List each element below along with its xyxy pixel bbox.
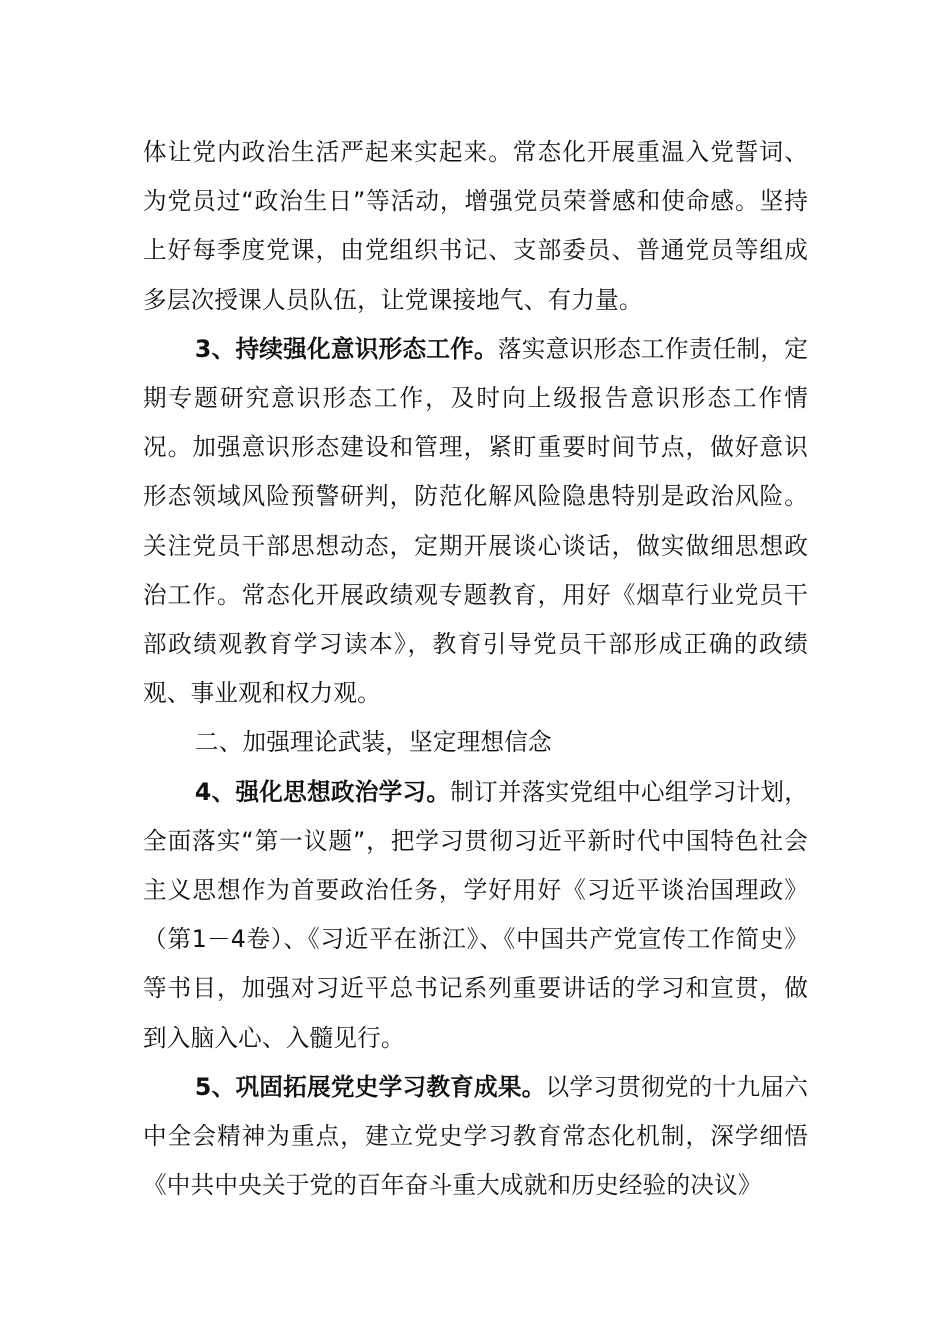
paragraph-text: 落实意识形态工作责任制，定期专题研究意识形态工作，及时向上级报告意识形态工作情况。加强意识形态建设和管理，紧盯重要时间节点，做好意识形态领域风险预警研判，防范化解风险隐患特别是政治风险。关注党员干部思想动态，定期开展谈心谈话，做实做细思想政治工作。常态化开展政绩观专题教育，用好《烟草行业党员干部政绩观教育学习读本》，教育引导党员干部形成正确的政绩观、事业观和权力观。 [143,334,809,708]
paragraph-continued [143,128,808,325]
document-page [143,128,808,1210]
paragraph-item-4 [143,768,808,1063]
section-heading-2: 二、加强理论武装，坚定理想信念 [194,728,552,757]
paragraph-item-3 [143,325,808,719]
paragraph-lead-heading: 4、强化思想政治学习。 [194,777,451,806]
paragraph-item-5 [143,1063,808,1211]
paragraph-lead-heading: 5、巩固拓展党史学习教育成果。 [194,1072,546,1101]
paragraph-text: 体让党内政治生活严起来实起来。常态化开展重温入党誓词、为党员过“政治生日”等活动，增强党员荣誉感和使命感。坚持上好每季度党课，由党组织书记、支部委员、普通党员等组成多层次授课人员队伍，让党课接地气、有力量。 [143,138,808,314]
paragraph-text: 以学习贯彻党的十九届六中全会精神为重点，建立党史学习教育常态化机制，深学细悟《中共中央关于党的百年奋斗重大成就和历史经验的决议》 [143,1072,808,1200]
paragraph-text: 制订并落实党组中心组学习计划，全面落实“第一议题”，把学习贯彻习近平新时代中国特色社会主义思想作为首要政治任务，学好用好《习近平谈治国理政》（第1－4卷）、《习近平在浙江》、《中国共产党宣传工作简史》等书目，加强对习近平总书记系列重要讲话的学习和宣贯，做到入脑入心、入髓见行。 [143,777,809,1052]
paragraph-lead-heading: 3、持续强化意识形态工作。 [194,334,498,363]
